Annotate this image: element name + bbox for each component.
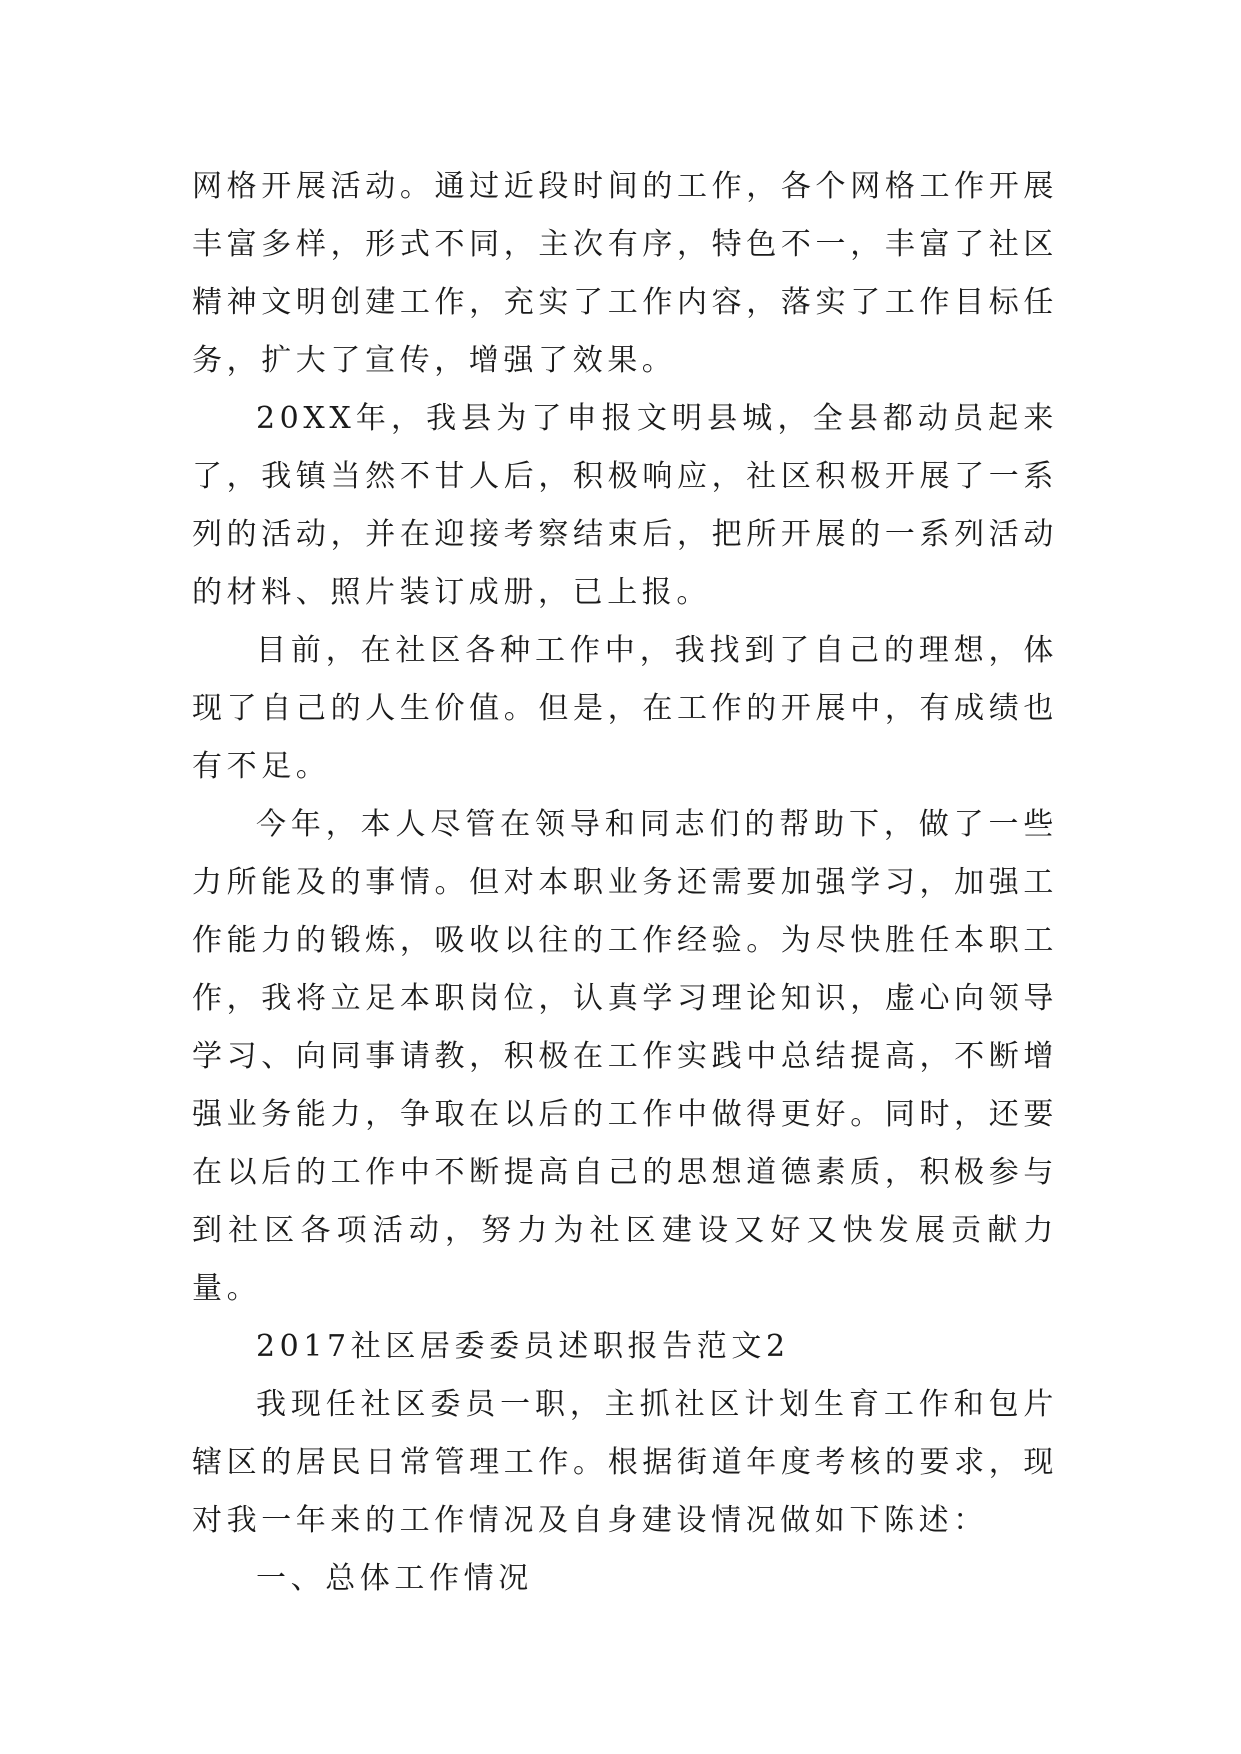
paragraph-this-year: 今年，本人尽管在领导和同志们的帮助下，做了一些力所能及的事情。但对本职业务还需要加强学习，加强工作能力的锻炼，吸收以往的工作经验。为尽快胜任本职工作，我将立足本职岗位，认真学习理论知识，虚心向领导学习、向同事请教，积极在工作实践中总结提高，不断增强业务能力，争取在以后的工作中做得更好。同时，还要在以后的工作中不断提高自己的思想道德素质，积极参与到社区各项活动，努力为社区建设又好又快发展贡献力量。 (192, 807, 1058, 1306)
paragraph-civilized-county: 20XX年，我县为了申报文明县城，全县都动员起来了，我镇当然不甘人后，积极响应，社区积极开展了一系列的活动，并在迎接考察结束后，把所开展的一系列活动的材料、照片装订成册，已上报。 (192, 401, 1058, 610)
section-title-report-2: 2017社区居委委员述职报告范文2 (256, 1329, 790, 1364)
document-body (192, 158, 1058, 1608)
subheading-overall-work: 一、总体工作情况 (256, 1561, 533, 1596)
paragraph-continuation: 网格开展活动。通过近段时间的工作，各个网格工作开展丰富多样，形式不同，主次有序，特色不一，丰富了社区精神文明创建工作，充实了工作内容，落实了工作目标任务，扩大了宣传，增强了效果。 (192, 169, 1058, 378)
paragraph-intro: 我现任社区委员一职，主抓社区计划生育工作和包片辖区的居民日常管理工作。根据街道年度考核的要求，现对我一年来的工作情况及自身建设情况做如下陈述： (192, 1387, 1058, 1538)
paragraph-current-work: 目前，在社区各种工作中，我找到了自己的理想，体现了自己的人生价值。但是，在工作的开展中，有成绩也有不足。 (192, 633, 1058, 784)
